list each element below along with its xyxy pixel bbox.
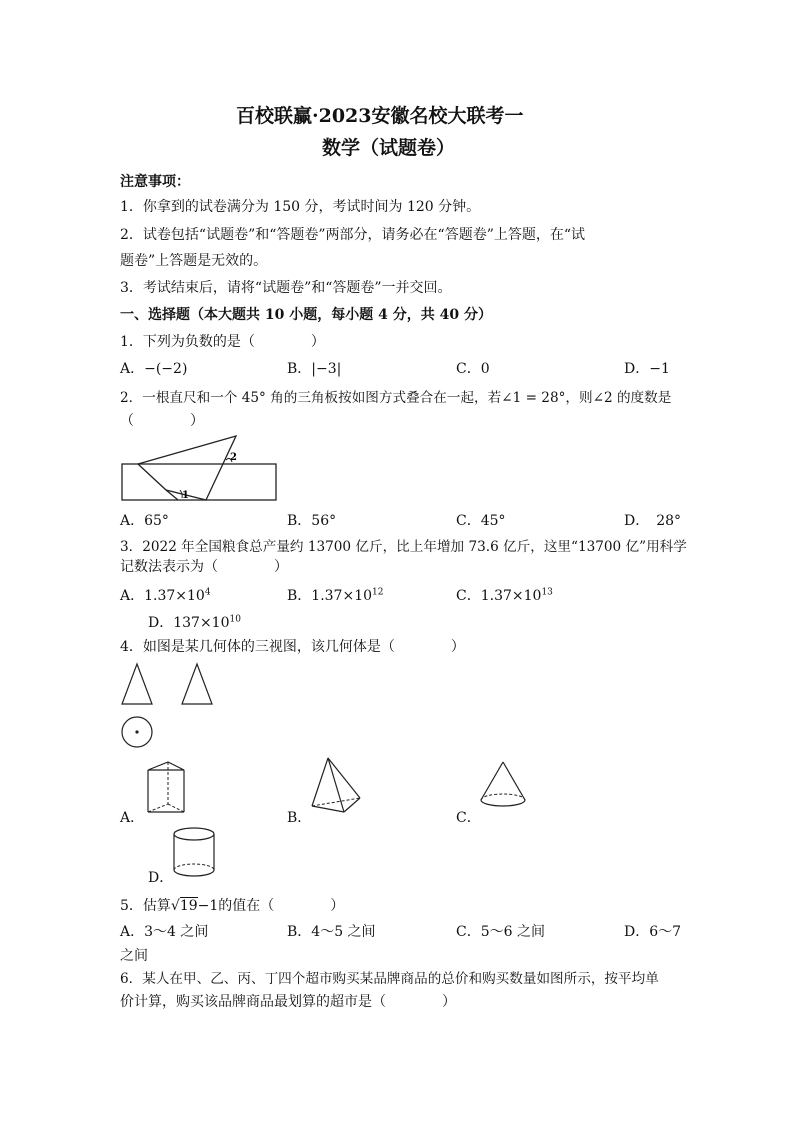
q4-option-c-label: C．	[456, 810, 481, 826]
q5-option-d-cont: 之间	[120, 948, 148, 964]
question-1-stem: 1．下列为负数的是（ ）	[120, 334, 325, 350]
notice-item: 题卷”上答题是无效的。	[120, 253, 268, 269]
q4-option-a-label: A．	[120, 810, 145, 826]
page-subtitle: 数学（试题卷）	[322, 137, 456, 159]
q5-option-b: B．4～5 之间	[287, 924, 376, 940]
q3-option-d: D．$137\times 10^{10}$	[148, 614, 241, 631]
q1-option-a: A．−(−2)	[120, 361, 188, 377]
q2-option-a: A．65°	[120, 513, 169, 529]
question-3-stem: 3．2022 年全国粮食总产量约 13700 亿斤，比上年增加 73.6 亿斤，这里“13700 亿”用科学	[120, 539, 687, 555]
radicand: 19	[179, 898, 198, 914]
ruler	[122, 464, 276, 500]
question-2-stem-cont: （ ）	[120, 413, 204, 429]
section-heading: 一、选择题（本大题共 10 小题，每小题 4 分，共 40 分）	[120, 307, 492, 323]
q4-option-d-label: D．	[148, 870, 174, 886]
q2-option-b: B．56°	[287, 513, 337, 529]
pyramid-icon	[308, 756, 364, 816]
question-6-stem: 6．某人在甲、乙、丙、丁四个超市购买某品牌商品的总价和购买数量如图所示，按平均单	[120, 971, 659, 987]
q1-option-d: D．−1	[624, 361, 670, 377]
question-3-stem-cont: 记数法表示为（ ）	[120, 559, 288, 575]
question-6-stem-cont: 价计算，购买该品牌商品最划算的超市是（ ）	[120, 994, 456, 1010]
notice-item: 1．你拿到的试卷满分为 150 分，考试时间为 120 分钟。	[120, 199, 481, 215]
cone-icon	[478, 760, 528, 810]
question-4-stem: 4．如图是某几何体的三视图，该几何体是（ ）	[120, 639, 465, 655]
q3-option-b: B．$1.37\times 10^{12}$	[287, 587, 384, 604]
side-view-triangle	[182, 664, 212, 704]
notice-item: 2．试卷包括“试题卷”和“答题卷”两部分，请务必在“答题卷”上答题，在“试	[120, 227, 586, 243]
angle-2-label: 2	[230, 452, 237, 463]
abs-value: |−3|	[311, 361, 342, 377]
notice-item: 3．考试结束后，请将“试题卷”和“答题卷”一并交回。	[120, 280, 452, 296]
q2-option-d: D． 28°	[624, 513, 682, 529]
three-views-figure	[118, 660, 218, 750]
q5-option-a: A．3～4 之间	[120, 924, 209, 940]
angle-1-label: 1	[182, 490, 189, 501]
page-title: 百校联赢·2023安徽名校大联考一	[236, 105, 524, 127]
q4-option-b-label: B．	[287, 810, 312, 826]
q3-option-c: C．$1.37\times 10^{13}$	[456, 587, 553, 604]
q1-option-b: B．|−3|	[287, 361, 342, 377]
q5-option-d: D．6～7	[624, 924, 682, 940]
prism-icon	[144, 760, 194, 820]
question-2-stem: 2．一根直尺和一个 45° 角的三角板按如图方式叠合在一起，若∠1 = 28°，则∠2 的度数是	[120, 390, 672, 406]
ruler-triangle-figure	[118, 432, 288, 504]
notice-heading: 注意事项：	[120, 174, 190, 190]
q5-option-c: C．5～6 之间	[456, 924, 545, 940]
q3-option-a: A．$1.37\times 10^4$	[120, 587, 211, 604]
q1-option-c: C．0	[456, 361, 490, 377]
cylinder-icon	[172, 826, 220, 880]
question-5-stem: 5．估算√19−1的值在（ ）	[120, 898, 345, 914]
front-view-triangle	[122, 664, 152, 704]
sqrt-symbol: √	[170, 898, 180, 914]
q2-option-c: C．45°	[456, 513, 506, 529]
